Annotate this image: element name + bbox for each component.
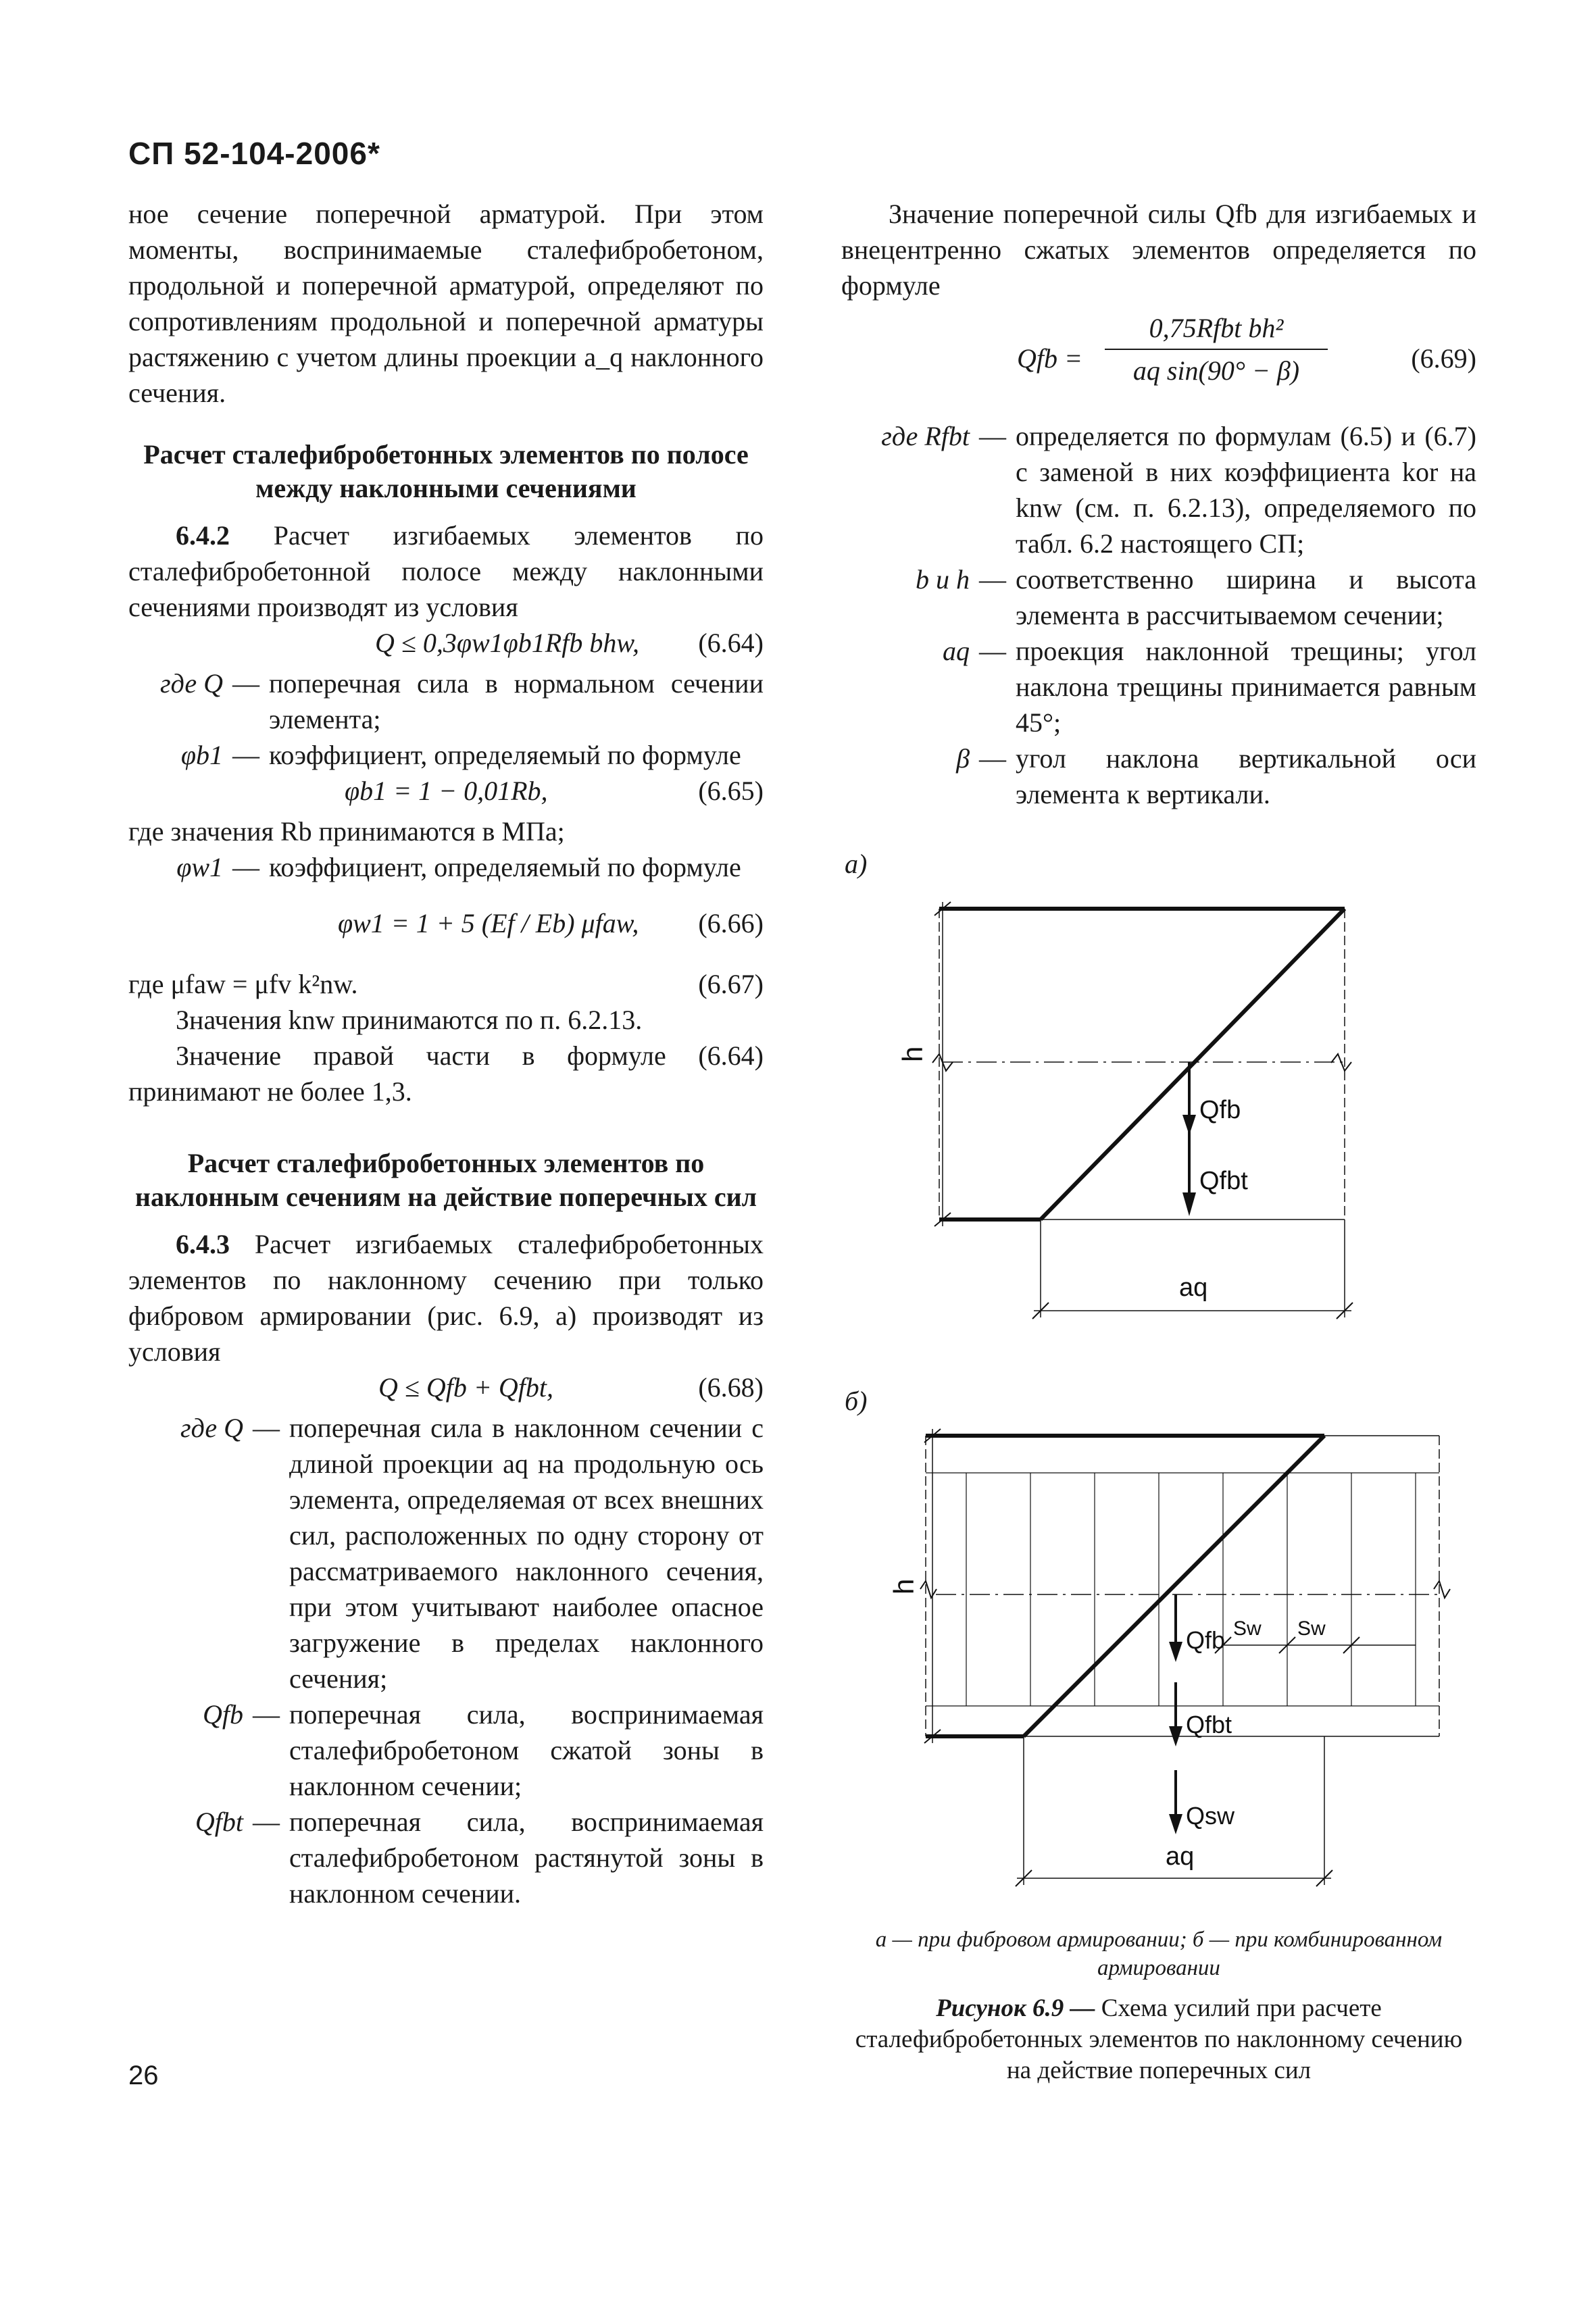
where-item [128,1804,764,1911]
definition: поперечная сила, воспринимаемая сталефибробетоном растянутой зоны в наклонном сечении. [289,1807,764,1909]
document-header: СП 52-104-2006* [128,136,380,171]
paragraph-6-4-2 [128,518,764,625]
dash: — [979,636,1006,666]
figure-a-diagram [858,885,1487,1331]
formula-6-69 [841,303,1476,418]
figure-b-diagram [858,1412,1487,1905]
qsw-label: Qsw [1186,1802,1235,1830]
definition: поперечная сила, воспринимаемая сталефибробетоном сжатой зоны в наклонном сечении; [289,1699,764,1801]
figure-legend: а — при фибровом армировании; б — при комбинированном армировании [875,1928,1443,1980]
qfbt-label: Qfbt [1199,1167,1248,1195]
dash: — [232,668,259,699]
inclined-crack [1041,909,1345,1219]
figure-b-label: б) [845,1386,868,1416]
section-heading-strip: Расчет сталефибробетонных элементов по полосе между наклонными сечениями [143,439,749,503]
where-item [128,1410,764,1696]
qfbt-arrowhead [1182,1192,1196,1216]
paragraph-text: Расчет изгибаемых сталефибробетонных элементов по наклонному сечению при только фибровом армировании (рис. 6.9, а) производят из условия [128,1229,764,1367]
symbol: Qfb [203,1699,243,1730]
formula-number: (6.68) [698,1372,764,1403]
formula: Q ≤ 0,3φw1φb1Rfb bhw, [375,628,640,658]
definition: угол наклона вертикальной оси элемента к вертикали. [1016,743,1476,809]
page-number: 26 [128,2061,159,2090]
where-item [841,633,1476,740]
right-column [841,196,1476,812]
clause-number: 6.4.2 [176,520,230,551]
symbol: где Q [180,1413,243,1443]
formula-6-67 [128,966,764,1002]
where-item [128,665,764,737]
height-label: h [897,1046,928,1062]
formula-number: (6.64) [698,628,764,658]
where-item [841,740,1476,812]
formula: φb1 = 1 − 0,01Rb, [345,776,548,806]
qsw-arrowhead [1169,1814,1182,1834]
sw-label-2: Sw [1297,1617,1326,1640]
inclined-crack [1024,1436,1324,1736]
formula-denominator: aq sin(90° − β) [1132,355,1300,386]
formula-number: (6.65) [698,776,764,806]
caption-label: Рисунок 6.9 — [936,1994,1095,2022]
formula: Q ≤ Qfb + Qfbt, [378,1372,553,1403]
qfb-arrowhead [1169,1642,1182,1662]
formula-numerator: 0,75Rfbt bh² [1105,310,1328,350]
formula-6-68 [128,1369,764,1410]
qfb-paragraph: Значение поперечной силы Qfb для изгибаемых и внецентренно сжатых элементов определяется по формуле [841,199,1476,301]
aq-label: aq [1166,1842,1195,1871]
formula-6-65 [128,773,764,813]
formula-6-64 [128,625,764,665]
formula-6-66 [128,885,764,966]
formula-number: (6.69) [1411,343,1476,374]
figure-caption [841,1993,1476,2086]
definition: коэффициент, определяемый по формуле [269,852,741,882]
symbol: φb1 [180,740,223,770]
break-mark [920,1581,937,1598]
qfbt-label: Qfbt [1186,1711,1232,1738]
formula-lhs: Qfb = [1017,343,1082,374]
symbol: где Rfbt [881,421,970,451]
dash: — [979,743,1006,774]
where-item [128,737,764,773]
knw-note: Значения knw принимаются по п. 6.2.13. [176,1005,643,1035]
formula-number: (6.67) [698,969,764,999]
where-item [128,1696,764,1804]
qfb-label: Qfb [1186,1626,1226,1654]
figure-a-label: а) [845,849,868,879]
symbol: β [956,743,970,774]
formula: где μfaw = μfv k²nw. [128,969,358,999]
dash: — [253,1413,280,1443]
caption-text: Схема усилий при расчете сталефибробетонных элементов по наклонному сечению на действие поперечных сил [855,1994,1463,2084]
aq-label: aq [1179,1274,1208,1302]
where-item [841,418,1476,561]
paragraph-text: Расчет изгибаемых элементов по сталефибробетонной полосе между наклонными сечениями производят из условия [128,520,764,622]
height-label: h [888,1578,920,1594]
definition: соответственно ширина и высота элемента в рассчитываемом сечении; [1016,564,1476,630]
definition: поперечная сила в нормальном сечении элемента; [269,668,764,734]
where-item [128,849,764,885]
intro-paragraph: ное сечение поперечной арматурой. При этом моменты, воспринимаемые сталефибробетоном, продольной и поперечной арматурой, определяют по сопротивлениям продольной и поперечной арматуры растяжению с учетом длины проекции a_q наклонного сечения. [128,199,764,408]
symbol: aq [943,636,970,666]
clause-number: 6.4.3 [176,1229,230,1259]
qfb-arrowhead [1182,1115,1196,1135]
dash: — [979,421,1006,451]
symbol: b и h [916,564,970,595]
limit-note: Значение правой части в формуле (6.64) принимают не более 1,3. [128,1040,764,1107]
symbol: где Q [160,668,223,699]
formula: φw1 = 1 + 5 (Ef / Eb) μfaw, [338,908,639,938]
left-column [128,196,764,1911]
definition: поперечная сила в наклонном сечении с длиной проекции aq на продольную ось элемента, определяемая от всех внешних сил, расположенных по одну сторону от рассматриваемого наклонного сечения, при этом учитывают наиболее опасное загружение в пределах наклонного сечения; [289,1413,764,1694]
definition: определяется по формулам (6.5) и (6.7) с заменой в них коэффициента kor на knw (см. п. 6.2.13), определяемого по табл. 6.2 настоящего СП; [1016,421,1476,559]
dash: — [232,852,259,882]
symbol: Qfbt [195,1807,243,1837]
sw-label-1: Sw [1233,1617,1262,1640]
section-heading-shear: Расчет сталефибробетонных элементов по наклонным сечениям на действие поперечных сил [134,1148,757,1212]
definition: проекция наклонной трещины; угол наклона трещины принимается равным 45°; [1016,636,1476,738]
dash: — [979,564,1006,595]
dash: — [253,1807,280,1837]
formula-number: (6.66) [698,908,764,938]
paragraph-6-4-3 [128,1226,764,1369]
qfb-label: Qfb [1199,1096,1241,1124]
dash: — [253,1699,280,1730]
definition: коэффициент, определяемый по формуле [269,740,741,770]
dash: — [232,740,259,770]
where-item [841,561,1476,633]
symbol: φw1 [176,852,223,882]
rb-note: где значения Rb принимаются в МПа; [128,816,565,847]
break-mark [1434,1581,1450,1598]
